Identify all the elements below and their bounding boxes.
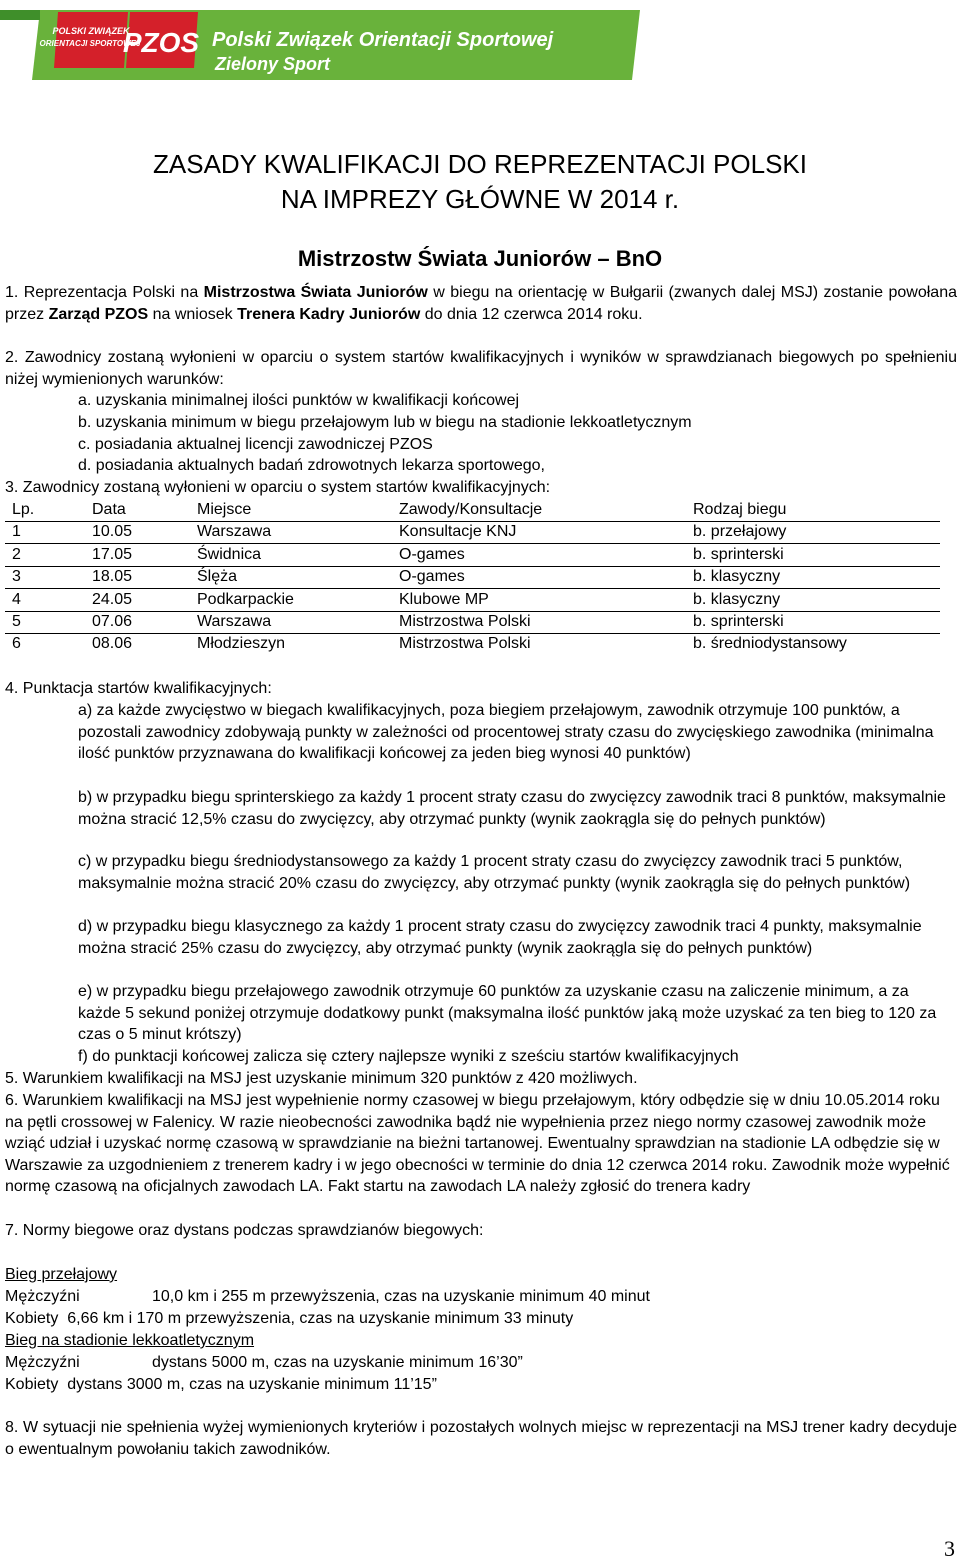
scoring-f: f) do punktacji końcowej zalicza się cztery najlepsze wyniki z sześciu startów kwalifikacyjnych — [78, 1048, 739, 1065]
norms-stadium-women: Kobiety dystans 3000 m, czas na uzyskanie minimum 11’15” — [5, 1376, 437, 1393]
cell-type: b. klasyczny — [693, 591, 781, 608]
logo-badge-line1: POLSKI ZWIĄZEK — [52, 26, 130, 36]
cell-lp: 1 — [12, 523, 21, 540]
title-line2: NA IMPREZY GŁÓWNE W 2014 r. — [280, 184, 680, 214]
table-row — [5, 544, 940, 567]
scoring-c: c) w przypadku biegu średniodystansowego za każdy 1 procent straty czasu do zwycięzcy zawodnik traci 5 punktów, maksymalnie można stracić 20% czasu do zwycięzcy, aby otrzymać punkty (wynik zaokrągla się do pełnych punktów) — [78, 853, 911, 892]
subtitle: Mistrzostw Świata Juniorów – BnO — [297, 246, 663, 271]
cell-lp: 6 — [12, 635, 21, 652]
header-event: Zawody/Konsultacje — [399, 501, 543, 518]
cell-date: 07.06 — [92, 613, 133, 630]
cell-date: 18.05 — [92, 568, 133, 585]
cell-type: b. sprinterski — [693, 613, 784, 630]
table-row — [5, 521, 940, 544]
cell-event: O-games — [399, 546, 465, 563]
cell-date: 10.05 — [92, 523, 133, 540]
cell-lp: 4 — [12, 591, 21, 608]
cell-type: b. średniodystansowy — [693, 635, 847, 652]
table-row — [5, 589, 940, 612]
pzos-logo-graphic — [0, 0, 640, 80]
condition-d: d. posiadania aktualnych badań zdrowotnych lekarza sportowego, — [78, 457, 545, 474]
cell-date: 08.06 — [92, 635, 133, 652]
cell-type: b. sprinterski — [693, 546, 784, 563]
cell-place: Warszawa — [197, 613, 272, 630]
cell-date: 17.05 — [92, 546, 133, 563]
header-type: Rodzaj biegu — [693, 501, 787, 518]
condition-a: a. uzyskania minimalnej ilości punktów w kwalifikacji końcowej — [78, 392, 520, 409]
table-row — [5, 633, 940, 655]
scoring-a: a) za każde zwycięstwo w biegach kwalifikacyjnych, poza biegiem przełajowym, zawodnik otrzymuje 100 punktów, a pozostali zawodnicy zdobywają punkty w zależności od procentowej straty czasu do zwycięskiego zawodnika (minimalna ilość punktów przyznawana do kwalifikacji końcowej za jeden bieg wynosi 40 punktów) — [78, 702, 934, 763]
header-place: Miejsce — [197, 501, 252, 518]
pzos-logo — [0, 0, 640, 80]
condition-b: b. uzyskania minimum w biegu przełajowym lub w biegu na stadionie lekkoatletycznym — [78, 414, 692, 431]
paragraph-8: 8. W sytuacji nie spełnienia wyżej wymienionych kryteriów i pozostałych wolnych miejsc w reprezentacji na MSJ trener kadry decyduje o ewentualnym powołaniu takich zawodników. — [5, 1419, 957, 1458]
cell-place: Warszawa — [197, 523, 272, 540]
paragraph-5: 5. Warunkiem kwalifikacji na MSJ jest uzyskanie minimum 320 punktów z 420 możliwych. — [5, 1070, 638, 1087]
cell-date: 24.05 — [92, 591, 133, 608]
paragraph-2: 2. Zawodnicy zostaną wyłonieni w oparciu o system startów kwalifikacyjnych i wyników w sprawdzianach biegowych po spełnieniu niżej wymienionych warunków: — [5, 349, 957, 388]
scoring-b: b) w przypadku biegu sprinterskiego za każdy 1 procent straty czasu do zwycięzcy zawodnik traci 8 punktów, maksymalnie można stracić 12,5% czasu do zwycięzcy, aby otrzymać punkty (wynik zaokrągla się do pełnych punktów) — [78, 789, 946, 828]
condition-c: c. posiadania aktualnej licencji zawodniczej PZOS — [78, 436, 433, 453]
norms-cross-men: 10,0 km i 255 m przewyższenia, czas na uzyskanie minimum 40 minut — [152, 1288, 650, 1305]
norms-stadium-title: Bieg na stadionie lekkoatletycznym — [5, 1332, 255, 1349]
paragraph-1: 1. Reprezentacja Polski na Mistrzostwa Świata Juniorów w biegu na orientację w Bułgarii (zwanych dalej MSJ) zostanie powołana przez Zarząd PZOS na wniosek Trenera Kadry Juniorów do dnia 12 czerwca 2014 roku. — [5, 284, 957, 323]
logo-badge-short: PZOS — [122, 27, 200, 58]
norms-cross-men-label: Mężczyźni — [5, 1288, 80, 1305]
logo-tagline: Zielony Sport — [215, 54, 331, 74]
scoring-d: d) w przypadku biegu klasycznego za każdy 1 procent straty czasu do zwycięzcy zawodnik traci 4 punkty, maksymalnie można stracić 25% czasu do zwycięzcy, aby otrzymać punkty (wynik zaokrągla się do pełnych punktów) — [78, 918, 922, 957]
paragraph-4: 4. Punktacja startów kwalifikacyjnych: — [5, 680, 272, 697]
page-number: 3 — [944, 1536, 955, 1561]
title-line1: ZASADY KWALIFIKACJI DO REPREZENTACJI POLSKI — [153, 149, 807, 179]
cell-event: O-games — [399, 568, 465, 585]
cell-lp: 2 — [12, 546, 21, 563]
paragraph-7: 7. Normy biegowe oraz dystans podczas sprawdzianów biegowych: — [5, 1222, 484, 1239]
norms-stadium-men: dystans 5000 m, czas na uzyskanie minimum 16’30” — [152, 1354, 523, 1371]
cell-lp: 5 — [12, 613, 21, 630]
cell-place: Podkarpackie — [197, 591, 294, 608]
norms-stadium-men-label: Mężczyźni — [5, 1354, 80, 1371]
cell-place: Młodzieszyn — [197, 635, 286, 652]
cell-event: Konsultacje KNJ — [399, 523, 517, 540]
cell-lp: 3 — [12, 568, 21, 585]
table-row — [5, 566, 940, 589]
cell-event: Mistrzostwa Polski — [399, 635, 531, 652]
table-row — [5, 611, 940, 634]
logo-badge-line2: ORIENTACJI SPORTOWEJ — [39, 39, 141, 48]
cell-type: b. przełajowy — [693, 523, 787, 540]
cell-event: Mistrzostwa Polski — [399, 613, 531, 630]
paragraph-3: 3. Zawodnicy zostaną wyłonieni w oparciu o system startów kwalifikacyjnych: — [5, 479, 551, 496]
header-lp: Lp. — [12, 501, 35, 518]
norms-cross-title: Bieg przełajowy — [5, 1266, 118, 1283]
cell-place: Ślęża — [197, 568, 238, 585]
logo-name: Polski Związek Orientacji Sportowej — [212, 29, 554, 51]
paragraph-6: 6. Warunkiem kwalifikacji na MSJ jest wypełnienie normy czasowej w biegu przełajowym, który odbędzie się w dniu 10.05.2014 roku na pętli crossowej w Falenicy. W razie nieobecności zawodnika bądź nie wypełnienia przez niego normy czasowej zawodnik może wziąć udział i uzyskać normę czasową w sprawdzianie na bieżni tartanowej. Ewentualny sprawdzian na stadionie LA odbędzie się w Warszawie za uzgodnieniem z trenerem kadry i w jego obecności w terminie do dnia 12 czerwca 2014 roku. Zawodnik może wypełnić normę czasową na oficjalnych zawodach LA. Fakt startu na zawodach LA należy zgłosić do trenera kadry — [5, 1092, 950, 1196]
cell-event: Klubowe MP — [399, 591, 489, 608]
scoring-e: e) w przypadku biegu przełajowego zawodnik otrzymuje 60 punktów za uzyskanie czasu na zaliczenie minimum, a za każde 5 sekund poniżej otrzymuje dodatkowy punkt (maksymalna ilość punktów jaką może uzyskać za ten bieg to 120 za czas o 5 minut krótszy) — [78, 983, 937, 1044]
table-header — [5, 499, 940, 522]
norms-cross-women: Kobiety 6,66 km i 170 m przewyższenia, czas na uzyskanie minimum 33 minuty — [5, 1310, 574, 1327]
cell-place: Świdnica — [197, 546, 262, 563]
header-date: Data — [92, 501, 126, 518]
cell-type: b. klasyczny — [693, 568, 781, 585]
